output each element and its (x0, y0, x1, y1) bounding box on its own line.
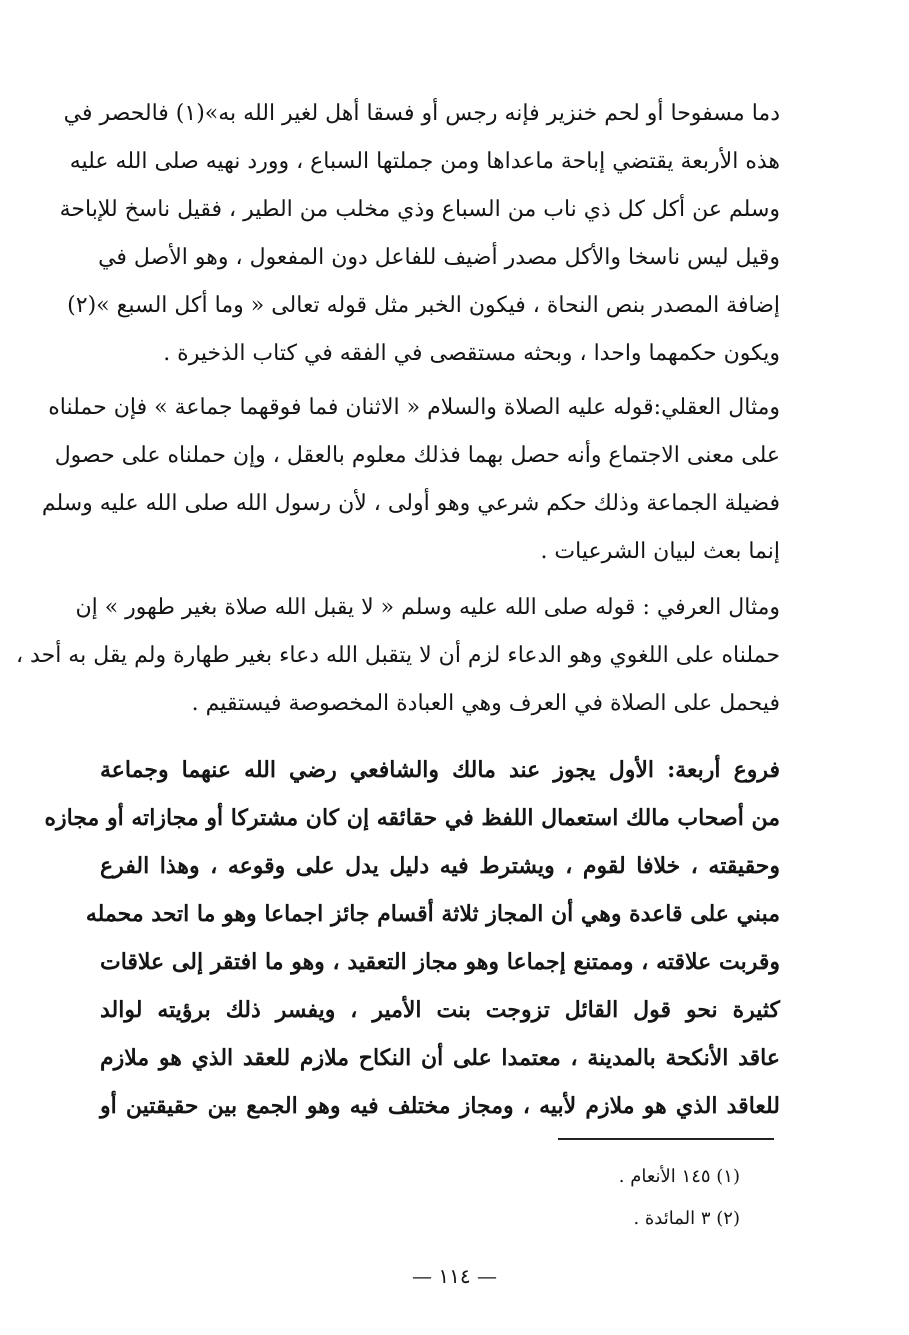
text-line: هذه الأربعة يقتضي إباحة ماعداها ومن جملتها السباع ، وورد نهيه صلى الله عليه (69, 149, 780, 174)
footnote-divider (558, 1138, 774, 1140)
text-line: عاقد الأنكحة بالمدينة ، معتمدا على أن النكاح ملازم للعقد الذي هو ملازم (100, 1045, 780, 1071)
text-line: إنما بعث لبيان الشرعيات . (540, 539, 780, 564)
text-line: على معنى الاجتماع وأنه حصل بهما فذلك معلوم بالعقل ، وإن حملناه على حصول (54, 443, 780, 468)
footnote-1: (١) ١٤٥ الأنعام . (618, 1166, 740, 1187)
text-line: وسلم عن أكل كل ذي ناب من السباع وذي مخلب من الطير ، فقيل ناسخ للإباحة (59, 197, 780, 222)
paragraph-3 (15, 584, 780, 728)
text-line: كثيرة نحو قول القائل تزوجت بنت الأمير ، ويفسر ذلك برؤيته لوالد (100, 997, 780, 1023)
text-line: من أصحاب مالك استعمال اللفظ في حقائقه إن كان مشتركا أو مجازاته أو مجازه (44, 805, 780, 831)
text-line: للعاقد الذي هو ملازم لأبيه ، ومجاز مختلف فيه وهو الجمع بين حقيقتين أو (100, 1093, 780, 1119)
text-line: وقيل ليس ناسخا والأكل مصدر أضيف للفاعل دون المفعول ، وهو الأصل في (98, 245, 780, 270)
paragraph-1 (59, 90, 780, 378)
paragraph-4 (44, 746, 780, 1130)
text-line: دما مسفوحا أو لحم خنزير فإنه رجس أو فسقا أهل لغير الله به»(١) فالحصر في (63, 101, 780, 126)
text-line: إضافة المصدر بنص النحاة ، فيكون الخبر مثل قوله تعالى « وما أكل السبع »(٢) (67, 293, 780, 318)
text-line: ومثال العقلي:قوله عليه الصلاة والسلام « الاثنان فما فوقهما جماعة » فإن حملناه (48, 395, 780, 420)
text-line: ومثال العرفي : قوله صلى الله عليه وسلم « لا يقبل الله صلاة بغير طهور » إن (75, 595, 780, 620)
text-line: فضيلة الجماعة وذلك حكم شرعي وهو أولى ، لأن رسول الله صلى الله عليه وسلم (41, 491, 780, 516)
paragraph-2 (41, 384, 780, 576)
text-line: ويكون حكمهما واحدا ، وبحثه مستقصى في الفقه في كتاب الذخيرة . (163, 341, 780, 366)
text-line: وقربت علاقته ، وممتنع إجماعا وهو مجاز التعقيد ، وهو ما افتقر إلى علاقات (100, 949, 780, 975)
page-number: — ١١٤ — (412, 1264, 497, 1288)
text-line: مبني على قاعدة وهي أن المجاز ثلاثة أقسام جائز اجماعا وهو ما اتحد محمله (85, 901, 780, 927)
text-line: وحقيقته ، خلافا لقوم ، ويشترط فيه دليل يدل على وقوعه ، وهذا الفرع (100, 853, 780, 879)
text-line: حملناه على اللغوي وهو الدعاء لزم أن لا يتقبل الله دعاء بغير طهارة ولم يقل به أحد ، (15, 643, 780, 668)
text-line: فيحمل على الصلاة في العرف وهي العبادة المخصوصة فيستقيم . (191, 691, 780, 716)
footnote-2: (٢) ٣ المائدة . (633, 1208, 740, 1229)
text-line: فروع أربعة: الأول يجوز عند مالك والشافعي رضي الله عنهما وجماعة (100, 757, 780, 783)
